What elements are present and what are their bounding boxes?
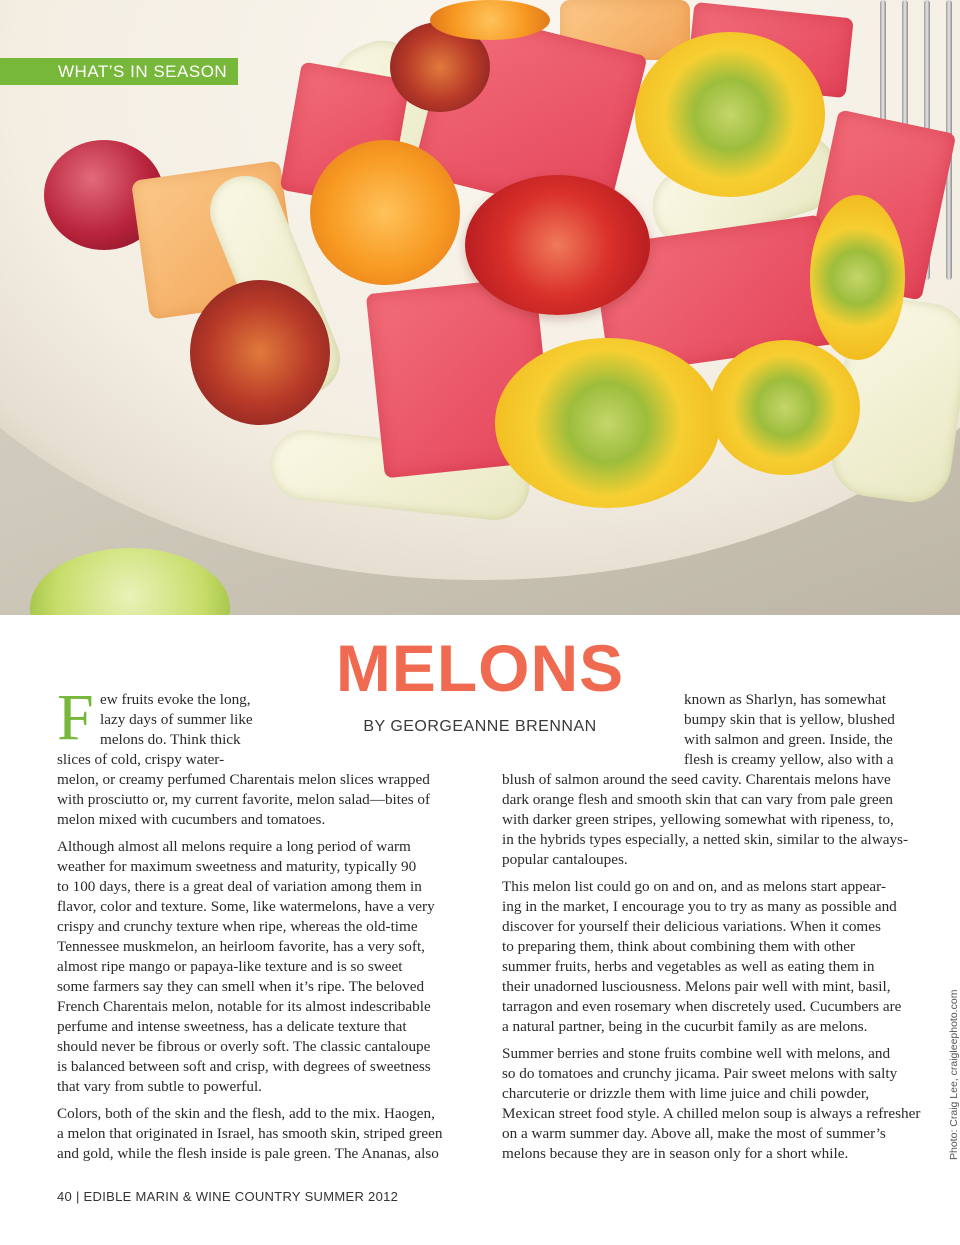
tomato-half xyxy=(710,340,860,475)
body-line: melons do. Think thick xyxy=(100,731,241,748)
body-line: lazy days of summer like xyxy=(100,711,253,728)
byline: BY GEORGEANNE BRENNAN xyxy=(363,718,597,735)
tomato-half xyxy=(430,0,550,40)
body-line: ew fruits evoke the long, xyxy=(100,691,251,708)
body-line: should never be fibrous or overly soft. The classic cantaloupe xyxy=(57,1038,431,1055)
tomato-half xyxy=(465,175,650,315)
body-line: flavor, color and texture. Some, like watermelons, have a very xyxy=(57,898,435,915)
body-line: some farmers say they can smell when it’s ripe. The beloved xyxy=(57,978,425,995)
body-line: Colors, both of the skin and the flesh, add to the mix. Haogen, xyxy=(57,1105,435,1122)
body-line: with darker green stripes, yellowing somewhat with ripeness, to, xyxy=(502,811,894,828)
body-line: with salmon and green. Inside, the xyxy=(684,731,893,748)
body-line: dark orange flesh and smooth skin that can vary from pale green xyxy=(502,791,893,808)
body-line: popular cantaloupes. xyxy=(502,851,628,868)
body-line: melon mixed with cucumbers and tomatoes. xyxy=(57,811,326,828)
tomato-half xyxy=(310,140,460,285)
body-line: a natural partner, being in the cucurbit family as are melons. xyxy=(502,1018,868,1035)
body-line: Summer berries and stone fruits combine well with melons, and xyxy=(502,1045,891,1062)
tomato-half xyxy=(635,32,825,197)
body-line: French Charentais melon, notable for its almost indescribable xyxy=(57,998,431,1015)
body-line: blush of salmon around the seed cavity. Charentais melons have xyxy=(502,771,891,788)
body-line: Mexican street food style. A chilled melon soup is always a refresher xyxy=(502,1105,921,1122)
body-line: charcuterie or drizzle them with lime juice and chili powder, xyxy=(502,1085,870,1102)
body-line: their unadorned lusciousness. Melons pair well with mint, basil, xyxy=(502,978,891,995)
body-line: to 100 days, there is a great deal of variation among them in xyxy=(57,878,422,895)
body-line: that vary from subtle to powerful. xyxy=(57,1078,262,1095)
body-line: Although almost all melons require a long period of warm xyxy=(57,838,411,855)
section-tag-label: WHAT’S IN SEASON xyxy=(58,62,228,81)
article-title: MELONS xyxy=(335,631,625,705)
tomato-half xyxy=(495,338,720,508)
body-line: summer fruits, herbs and vegetables as well as eating them in xyxy=(502,958,875,975)
body-line: weather for maximum sweetness and maturity, typically 90 xyxy=(57,858,417,875)
body-line: Tennessee muskmelon, an heirloom favorite, has a very soft, xyxy=(57,938,425,955)
body-line: and gold, while the flesh inside is pale green. The Ananas, also xyxy=(57,1145,439,1162)
body-line: flesh is creamy yellow, also with a xyxy=(684,751,894,768)
body-line: bumpy skin that is yellow, blushed xyxy=(684,711,895,728)
body-line: ing in the market, I encourage you to try as many as possible and xyxy=(502,898,897,915)
tomato-half xyxy=(190,280,330,425)
section-tag xyxy=(0,58,238,85)
body-line: perfume and intense sweetness, has a delicate texture that xyxy=(57,1018,407,1035)
body-line: discover for yourself their delicious variations. When it comes xyxy=(502,918,881,935)
body-line: crispy and crunchy texture when ripe, whereas the old-time xyxy=(57,918,418,935)
body-line: with prosciutto or, my current favorite, melon salad—bites of xyxy=(57,791,431,808)
tomato-half xyxy=(810,195,905,360)
lime-wedge xyxy=(30,548,230,615)
body-line: melon, or creamy perfumed Charentais melon slices wrapped xyxy=(57,771,430,788)
body-line: known as Sharlyn, has somewhat xyxy=(684,691,887,708)
body-line: so do tomatoes and crunchy jicama. Pair sweet melons with salty xyxy=(502,1065,898,1082)
body-line: almost ripe mango or papaya-like texture and is so sweet xyxy=(57,958,403,975)
hero-photo xyxy=(0,0,960,615)
body-line: tarragon and even rosemary when discretely used. Cucumbers are xyxy=(502,998,902,1015)
body-line: slices of cold, crispy water- xyxy=(57,751,225,768)
body-line: This melon list could go on and on, and as melons start appear- xyxy=(502,878,886,895)
body-line: is balanced between soft and crisp, with degrees of sweetness xyxy=(57,1058,431,1075)
page-footer: 40 | EDIBLE MARIN & WINE COUNTRY SUMMER 2012 xyxy=(57,1189,399,1204)
body-line: in the hybrids types especially, a netted skin, similar to the always- xyxy=(502,831,909,848)
body-line: a melon that originated in Israel, has smooth skin, striped green xyxy=(57,1125,443,1142)
body-line: to preparing them, think about combining them with other xyxy=(502,938,856,955)
body-line: on a warm summer day. Above all, make the most of summer’s xyxy=(502,1125,886,1142)
body-line: melons because they are in season only for a short while. xyxy=(502,1145,849,1162)
drop-cap: F xyxy=(57,681,94,754)
photo-credit: Photo: Craig Lee, craigleephoto.com xyxy=(948,989,960,1160)
